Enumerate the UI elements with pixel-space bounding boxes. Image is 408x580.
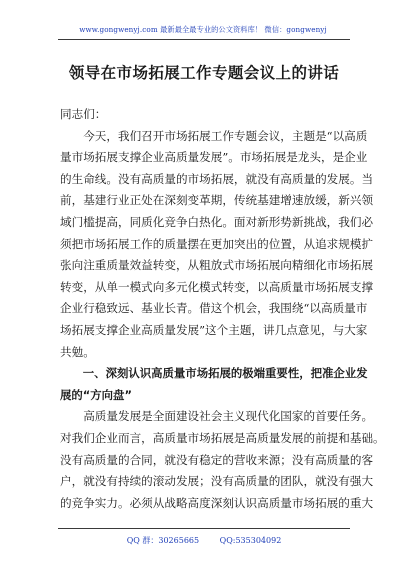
paragraph-line: 须把市场拓展工作的质量摆在更加突出的位置，从追求规模扩 bbox=[60, 236, 374, 251]
document-body bbox=[60, 104, 385, 514]
paragraph-line: 的竞争实力。必须从战略高度深刻认识高质量市场拓展的重大 bbox=[60, 495, 374, 510]
header-divider bbox=[58, 39, 350, 40]
salutation: 同志们： bbox=[60, 107, 107, 121]
paragraph-line: 没有高质量的合同，就没有稳定的营收来源；没有高质量的客 bbox=[60, 452, 374, 467]
paragraph-line: 共勉。 bbox=[60, 344, 95, 359]
paragraph-line: 量市场拓展支撑企业高质量发展”。市场拓展是龙头，是企业 bbox=[60, 150, 368, 165]
footer-divider bbox=[58, 528, 350, 529]
paragraph-line: 的生命线。没有高质量的市场拓展，就没有高质量的发展。当 bbox=[60, 171, 374, 186]
paragraph-line: 域门槛提高，同质化竞争白热化。面对新形势新挑战，我们必 bbox=[60, 214, 374, 229]
paragraph-line: 转变，从单一模式向多元化模式转变，以高质量市场拓展支撑 bbox=[60, 279, 374, 294]
section-heading-line: 展的“方向盘” bbox=[60, 387, 132, 402]
paragraph-line: 场拓展支撑企业高质量发展”这个主题，讲几点意见，与大家 bbox=[60, 322, 368, 337]
footer-qq-group: QQ 群：30265665 bbox=[126, 536, 200, 545]
paragraph-line: 高质量发展是全面建设社会主义现代化国家的首要任务。 bbox=[60, 409, 374, 424]
page-header: www.gongwenyj.com 最新最全最专业的公文资料库！ 微信：gongwenyj bbox=[79, 25, 327, 34]
paragraph-line: 前，基建行业正处在深刻变革期，传统基建增速放缓，新兴领 bbox=[60, 193, 374, 208]
footer-qq-contact: QQ:535304092 bbox=[219, 536, 282, 545]
paragraph-line: 今天，我们召开市场拓展工作专题会议，主题是“以高质 bbox=[60, 128, 368, 143]
paragraph-line: 对我们企业而言，高质量市场拓展是高质量发展的前提和基础。 bbox=[60, 430, 385, 445]
paragraph-line: 企业行稳致远、基业长青。借这个机会，我围绕“以高质量市 bbox=[60, 301, 368, 316]
section-heading-line: 一、深刻认识高质量市场拓展的极端重要性，把准企业发 bbox=[60, 366, 368, 381]
document-title: 领导在市场拓展工作专题会议上的讲话 bbox=[68, 64, 340, 82]
page-footer bbox=[0, 535, 408, 546]
paragraph-line: 户，就没有持续的滚动发展；没有高质量的团队，就没有强大 bbox=[60, 474, 374, 489]
paragraph-line: 张向注重质量效益转变，从粗放式市场拓展向精细化市场拓展 bbox=[60, 258, 374, 273]
